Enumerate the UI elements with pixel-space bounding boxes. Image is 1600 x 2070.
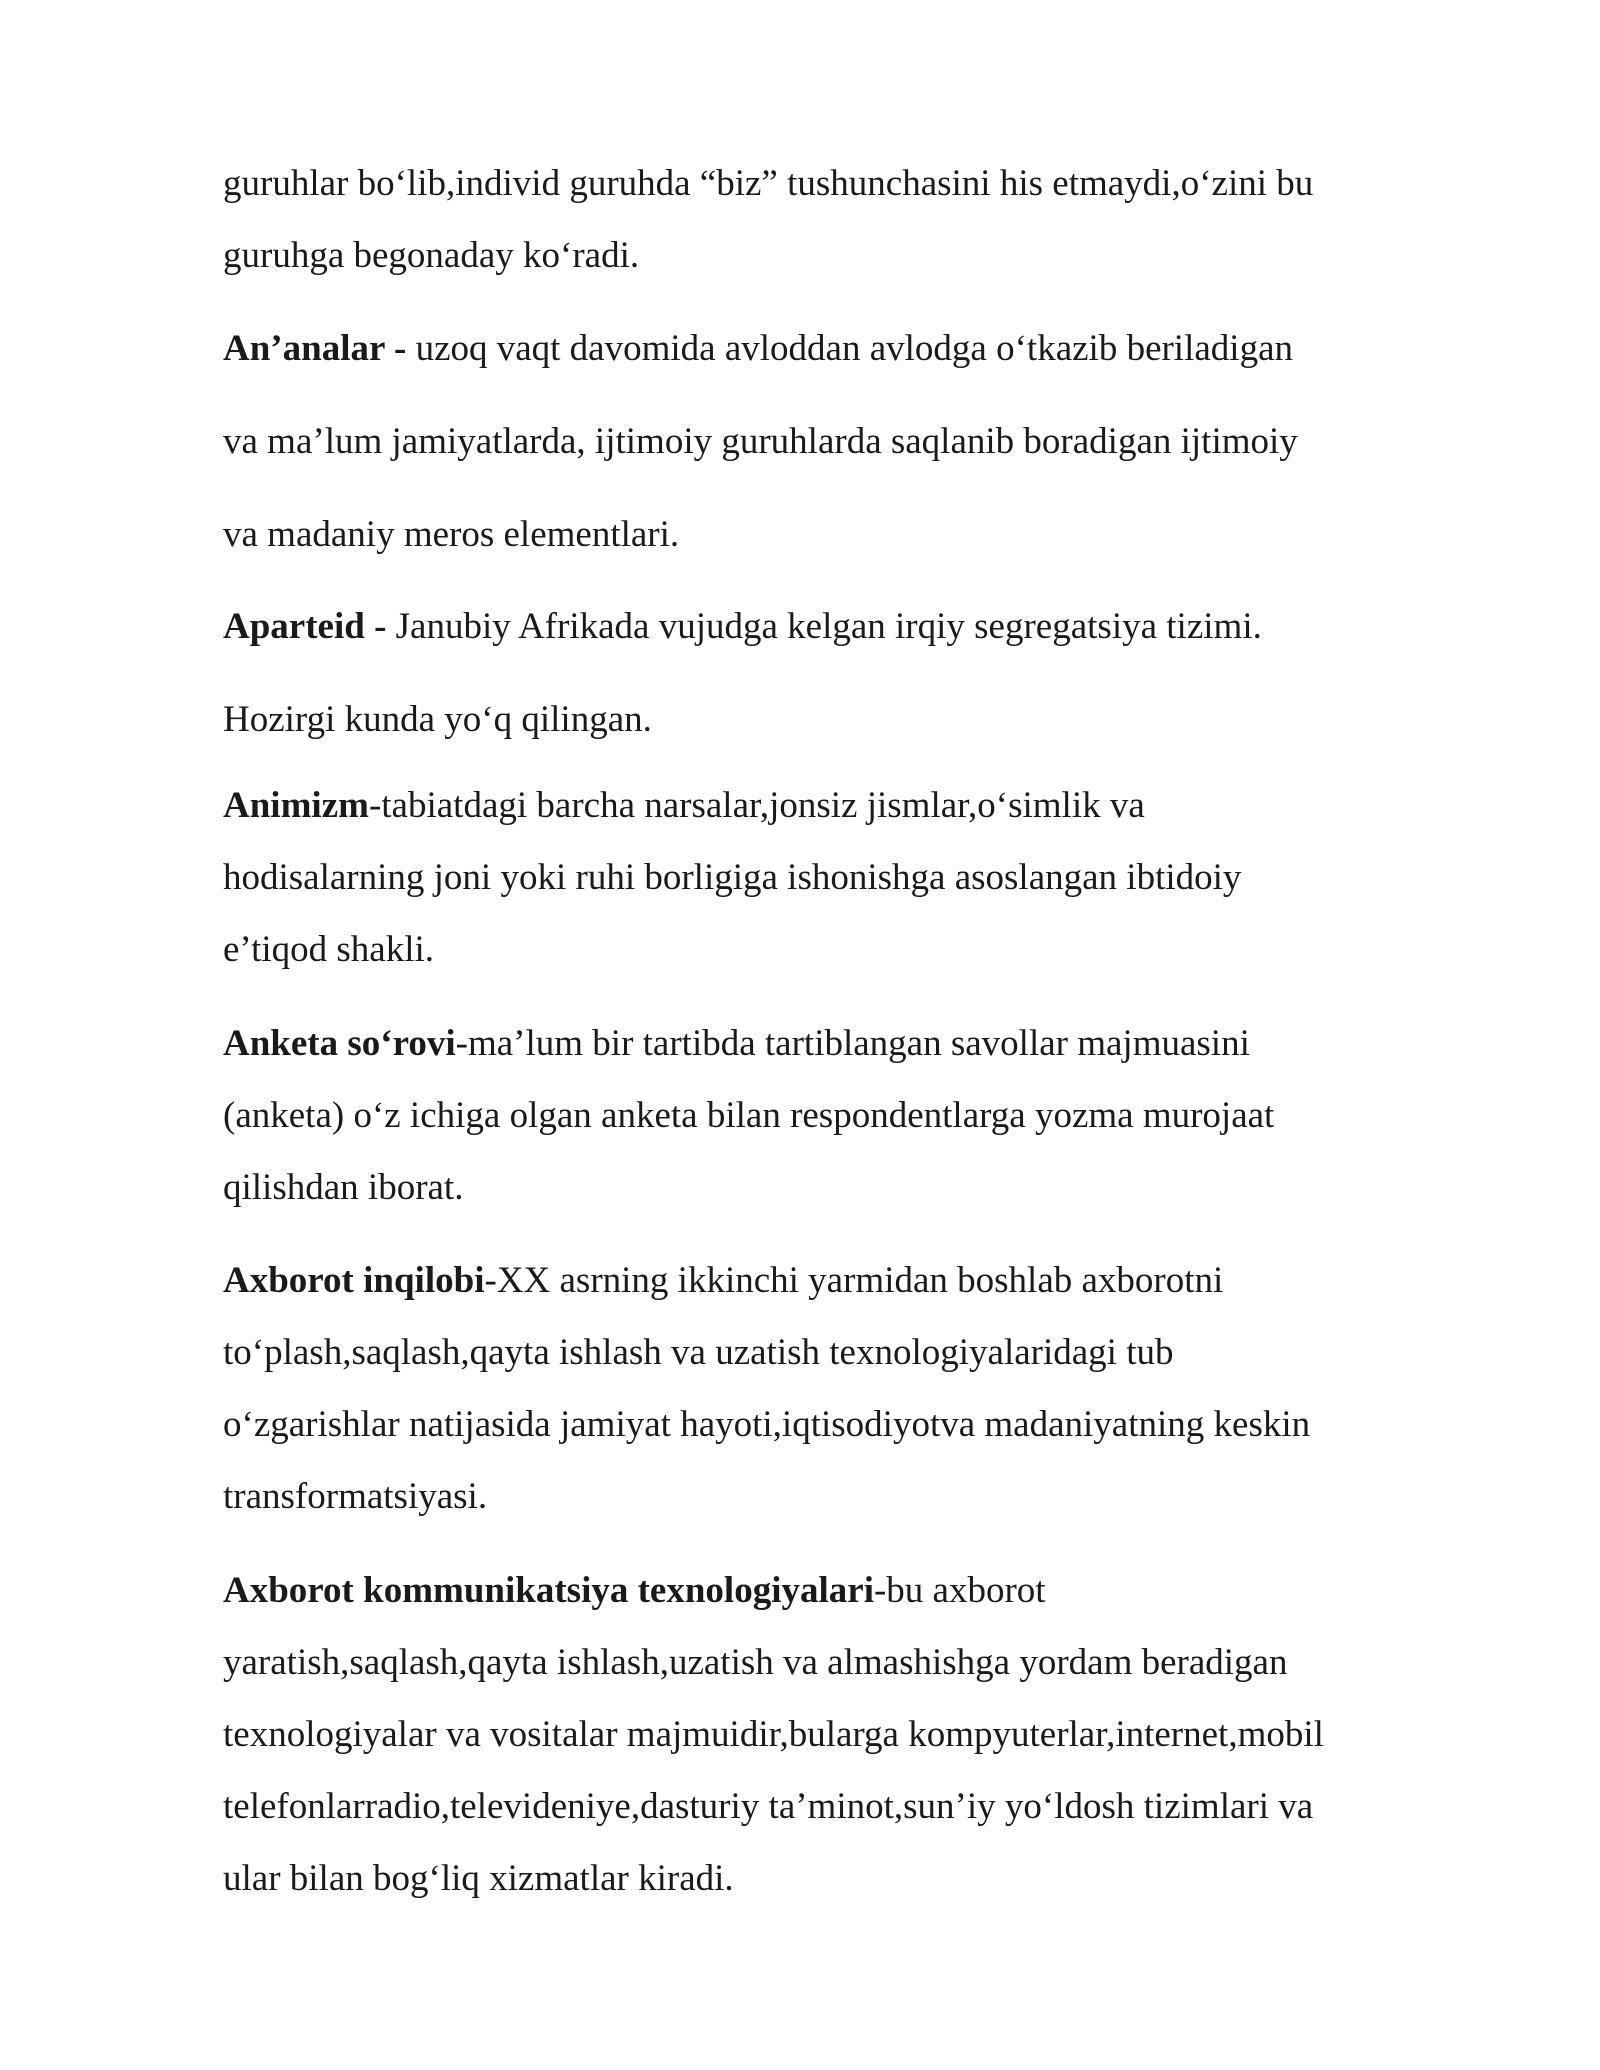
entry-separator: - [384, 328, 416, 369]
entry-term: Axborot kommunikatsiya texnologiyalari [223, 1570, 874, 1611]
definition-entry-ananalar [223, 302, 1483, 581]
entry-line [223, 770, 1483, 842]
entry-line: guruhlar bo‘lib,individ guruhda “biz” tushunchasini his etmaydi,o‘zini bu [223, 163, 1314, 204]
entry-term: Axborot inqilobi [223, 1260, 485, 1301]
entry-text: bu axborot [886, 1570, 1046, 1611]
entry-line: qilishdan iborat. [223, 1167, 464, 1208]
entry-line [223, 1245, 1483, 1317]
entry-line: telefonlarradio,televideniye,dasturiy ta’minot,sun’iy yo‘ldosh tizimlari va [223, 1786, 1314, 1827]
entry-line: hodisalarning joni yoki ruhi borligiga ishonishga asoslangan ibtidoiy [223, 857, 1242, 898]
entry-text: ma’lum bir tartibda tartiblangan savollar majmuasini [467, 1023, 1250, 1064]
definition-entry-aparteid [223, 580, 1483, 766]
entry-line: yaratish,saqlash,qayta ishlash,uzatish va almashishga yordam beradigan [223, 1642, 1288, 1683]
entry-line: to‘plash,saqlash,qayta ishlash va uzatish texnologiyalaridagi tub [223, 1332, 1174, 1373]
entry-line: transformatsiyasi. [223, 1476, 488, 1517]
entry-text: tabiatdagi barcha narsalar,jonsiz jismlar,o‘simlik va [381, 785, 1145, 826]
entry-line: va madaniy meros elementlari. [223, 514, 680, 555]
entry-line: (anketa) o‘z ichiga olgan anketa bilan respondentlarga yozma murojaat [223, 1095, 1275, 1136]
entry-text: uzoq vaqt davomida avloddan avlodga o‘tkazib beriladigan [415, 328, 1293, 369]
entry-line: texnologiyalar va vositalar majmuidir,bularga kompyuterlar,internet,mobil [223, 1714, 1324, 1755]
entry-separator: - [455, 1023, 468, 1064]
entry-text: XX asrning ikkinchi yarmidan boshlab axborotni [496, 1260, 1224, 1301]
entry-line [223, 1008, 1483, 1080]
entry-separator: - [484, 1260, 497, 1301]
entry-line: e’tiqod shakli. [223, 929, 435, 970]
definition-entry-akt [223, 1555, 1483, 1915]
entry-line [223, 1555, 1483, 1627]
entry-term: Aparteid [223, 606, 365, 647]
entry-separator: - [364, 606, 396, 647]
entry-term: An’analar [223, 328, 385, 369]
entry-separator: - [368, 785, 382, 826]
definition-entry-axborot-inqilobi [223, 1245, 1483, 1533]
entry-line [223, 302, 1483, 395]
entry-line: o‘zgarishlar natijasida jamiyat hayoti,iqtisodiyotva madaniyatning keskin [223, 1404, 1311, 1445]
entry-line [223, 580, 1483, 673]
entry-line: guruhga begonaday ko‘radi. [223, 235, 640, 276]
definition-entry-continuation [223, 148, 1483, 292]
definition-entry-anketa-sorovi [223, 1008, 1483, 1224]
entry-text: Janubiy Afrikada vujudga kelgan irqiy segregatsiya tizimi. [395, 606, 1262, 647]
entry-separator: - [873, 1570, 887, 1611]
entry-term: Animizm [223, 785, 369, 826]
entry-term: Anketa so‘rovi [223, 1023, 456, 1064]
definition-entry-animizm [223, 770, 1483, 986]
entry-line: va ma’lum jamiyatlarda, ijtimoiy guruhlarda saqlanib boradigan ijtimoiy [223, 421, 1298, 462]
entry-line: Hozirgi kunda yo‘q qilingan. [223, 699, 652, 740]
entry-line: ular bilan bog‘liq xizmatlar kiradi. [223, 1858, 734, 1899]
